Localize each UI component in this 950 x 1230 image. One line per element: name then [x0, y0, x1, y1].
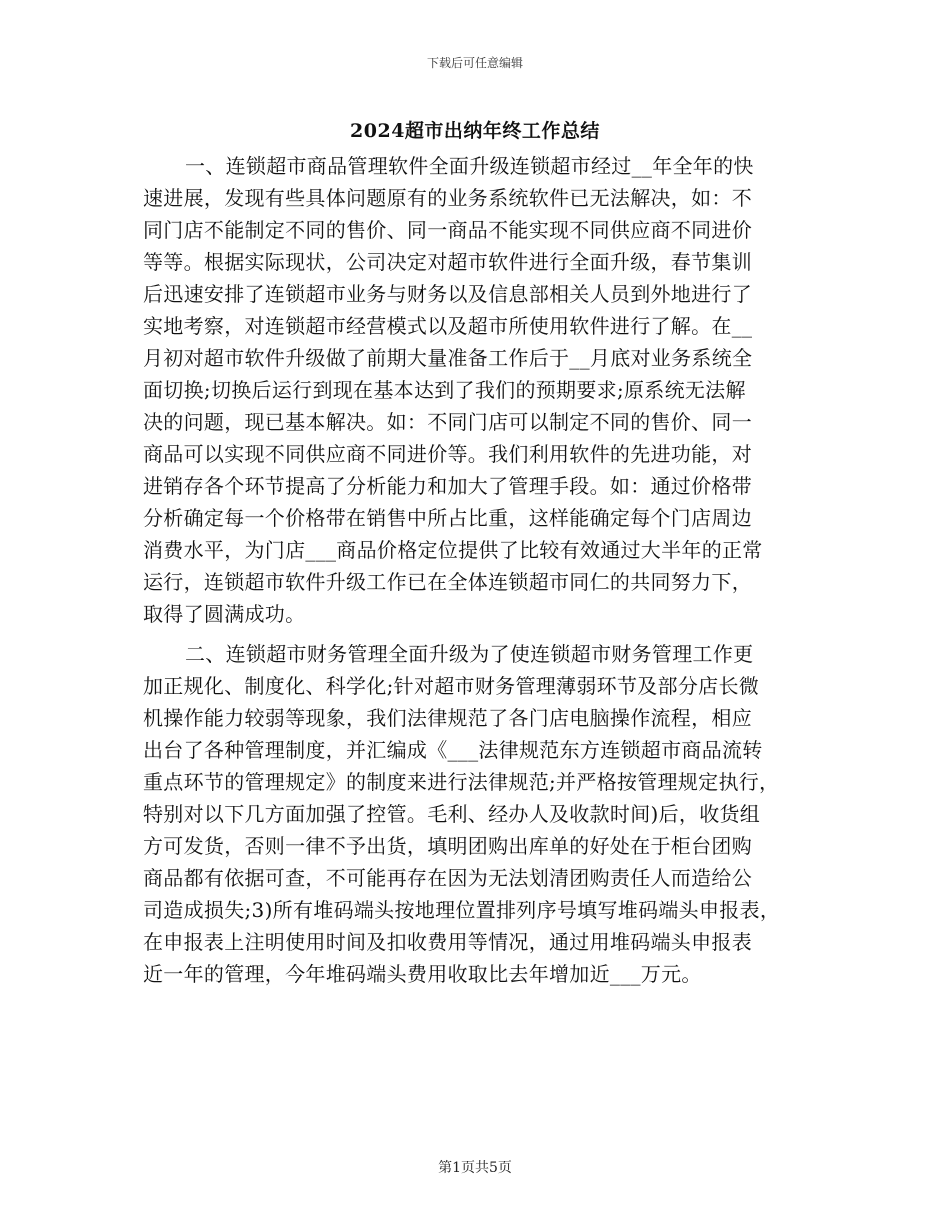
paragraph-line: 出台了各种管理制度，并汇编成《___法律规范东方连锁超市商品流转	[143, 738, 763, 762]
paragraph-line: 运行，连锁超市软件升级工作已在全体连锁超市同仁的共同努力下，	[143, 570, 752, 594]
header-note: 下载后可任意编辑	[426, 56, 523, 70]
paragraph-line: 消费水平，为门店___商品价格定位提供了比较有效通过大半年的正常	[143, 538, 763, 562]
paragraph-line: 机操作能力较弱等现象，我们法律规范了各门店电脑操作流程，相应	[143, 706, 752, 730]
paragraph-line: 加正规化、制度化、科学化;针对超市财务管理薄弱环节及部分店长微	[143, 674, 760, 698]
paragraph-line: 决的问题，现已基本解决。如：不同门店可以制定不同的售价、同一	[143, 410, 752, 434]
paragraph-line: 实地考察，对连锁超市经营模式以及超市所使用软件进行了解。在__	[143, 314, 753, 338]
paragraph-line: 商品都有依据可查，不可能再存在因为无法划清团购责任人而造给公	[143, 866, 752, 890]
paragraph-line: 二、连锁超市财务管理全面升级为了使连锁超市财务管理工作更	[185, 642, 754, 666]
paragraph-line: 等等。根据实际现状，公司决定对超市软件进行全面升级，春节集训	[143, 250, 752, 274]
paragraph-line: 月初对超市软件升级做了前期大量准备工作后于__月底对业务系统全	[143, 346, 753, 370]
paragraph-2	[143, 638, 823, 990]
paragraph-line: 司造成损失;3)所有堆码端头按地理位置排列序号填写堆码端头申报表，	[143, 898, 781, 922]
paragraph-line: 面切换;切换后运行到现在基本达到了我们的预期要求;原系统无法解	[143, 378, 746, 402]
paragraph-line: 商品可以实现不同供应商不同进价等。我们利用软件的先进功能，对	[143, 442, 752, 466]
paragraph-line: 特别对以下几方面加强了控管。毛利、经办人及收款时间)后，收货组	[143, 802, 761, 826]
paragraph-line: 后迅速安排了连锁超市业务与财务以及信息部相关人员到外地进行了	[143, 282, 752, 306]
document-title: 2024超市出纳年终工作总结	[350, 120, 600, 142]
paragraph-gap	[143, 630, 823, 638]
paragraph-line: 进销存各个环节提高了分析能力和加大了管理手段。如：通过价格带	[143, 474, 752, 498]
paragraph-line: 分析确定每一个价格带在销售中所占比重，这样能确定每个门店周边	[143, 506, 752, 530]
paragraph-line: 在申报表上注明使用时间及扣收费用等情况，通过用堆码端头申报表	[143, 930, 752, 954]
paragraph-line: 近一年的管理，今年堆码端头费用收取比去年增加近___万元。	[143, 962, 702, 986]
document-body	[143, 150, 823, 990]
paragraph-line: 同门店不能制定不同的售价、同一商品不能实现不同供应商不同进价	[143, 218, 752, 242]
paragraph-line: 速进展，发现有些具体问题原有的业务系统软件已无法解决，如：不	[143, 186, 752, 210]
paragraph-line: 方可发货，否则一律不予出货，填明团购出库单的好处在于柜台团购	[143, 834, 752, 858]
paragraph-line: 取得了圆满成功。	[143, 602, 306, 626]
page-number-footer: 第1页共5页	[438, 1160, 512, 1176]
paragraph-line: 重点环节的管理规定》的制度来进行法律规范;并严格按管理规定执行，	[143, 770, 780, 794]
paragraph-line: 一、连锁超市商品管理软件全面升级连锁超市经过__年全年的快	[185, 154, 754, 178]
paragraph-1	[143, 150, 823, 630]
